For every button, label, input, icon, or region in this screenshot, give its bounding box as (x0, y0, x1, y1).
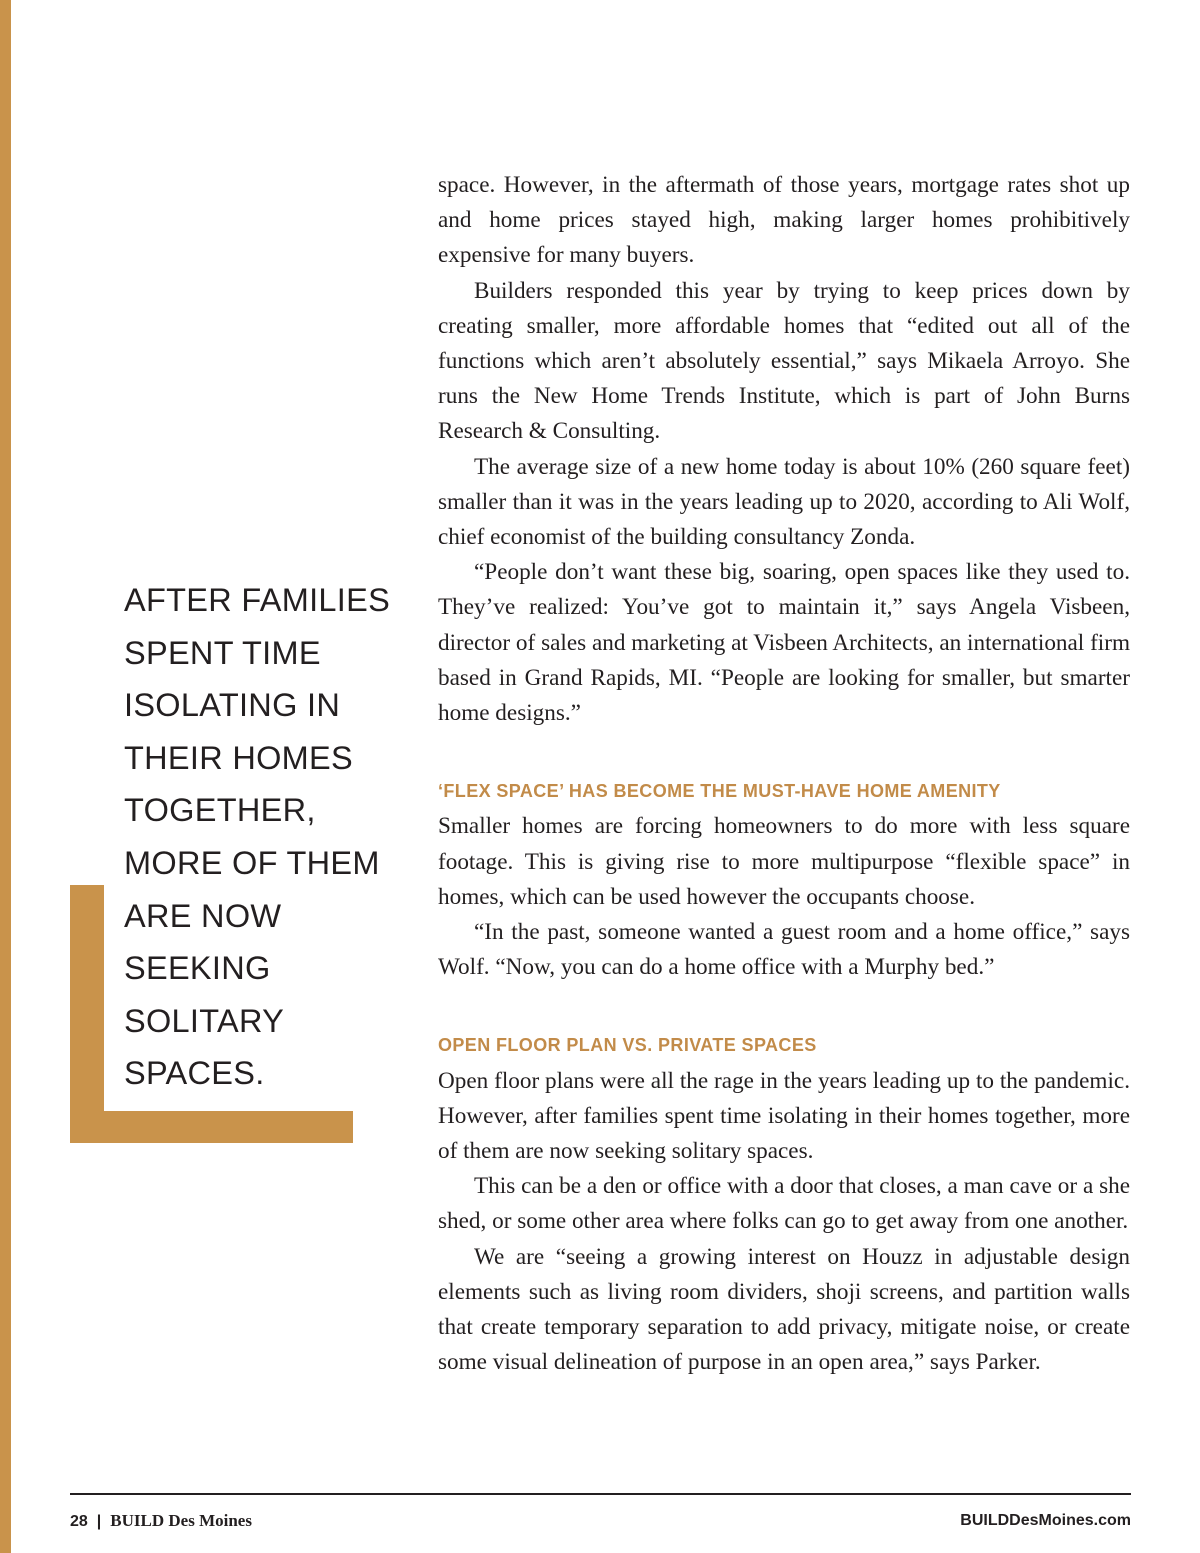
article-paragraph: The average size of a new home today is about 10% (260 square feet) smaller than it was in the years leading up to 2020, according to Ali Wolf, chief economist of the building consultancy Zonda. (438, 453, 1130, 551)
page-number: 28 (70, 1513, 88, 1530)
page-footer (70, 1509, 1131, 1533)
footer-rule (70, 1493, 1131, 1495)
article-body (438, 168, 1130, 1380)
pull-quote: AFTER FAMILIES SPENT TIME ISOLATING IN THEIR HOMES TOGETHER, MORE OF THEM ARE NOW SEEKING SOLITARY SPACES. (124, 582, 391, 1092)
article-paragraph: Smaller homes are forcing homeowners to do more with less square footage. This is giving rise to more multipurpose “flexible space” in homes, which can be used however the occupants choose. (438, 813, 1130, 910)
website-url: BUILDDesMoines.com (960, 1512, 1131, 1529)
article-paragraph: We are “seeing a growing interest on Houzz in adjustable design elements such as living room dividers, shoji screens, and partition walls that create temporary separation to add privacy, mitigate noise, or create some visual delineation of purpose in an open area,” says Parker. (438, 1243, 1130, 1376)
section-heading-flex-space: ‘FLEX SPACE’ HAS BECOME THE MUST-HAVE HOME AMENITY (438, 781, 1001, 802)
article-paragraph: “In the past, someone wanted a guest room and a home office,” says Wolf. “Now, you can do a home office with a Murphy bed.” (438, 919, 1130, 981)
publication-name: BUILD Des Moines (110, 1511, 252, 1530)
footer-separator: | (96, 1513, 102, 1530)
left-accent-bar (0, 0, 11, 1553)
article-paragraph: This can be a den or office with a door that closes, a man cave or a she shed, or some other area where folks can go to get away from one another. (438, 1173, 1130, 1235)
pullquote-bracket-vertical (70, 885, 104, 1143)
article-paragraph: Builders responded this year by trying to keep prices down by creating smaller, more affordable homes that “edited out all of the functions which aren’t absolutely essential,” says Mikaela Arroyo. She runs the New Home Trends Institute, which is part of John Burns Research & Consulting. (438, 277, 1130, 445)
article-paragraph: “People don’t want these big, soaring, open spaces like they used to. They’ve realized: You’ve got to maintain it,” says Angela Visbeen, director of sales and marketing at Visbeen Architects, an international firm based in Grand Rapids, MI. “People are looking for smaller, but smarter home designs.” (438, 559, 1130, 727)
article-paragraph: space. However, in the aftermath of those years, mortgage rates shot up and home prices stayed high, making larger homes prohibitively expensive for many buyers. (438, 172, 1130, 269)
section-heading-open-floor-plan: OPEN FLOOR PLAN VS. PRIVATE SPACES (438, 1035, 817, 1056)
article-paragraph: Open floor plans were all the rage in the years leading up to the pandemic. However, after families spent time isolating in their homes together, more of them are now seeking solitary spaces. (438, 1067, 1130, 1165)
pullquote-bracket-horizontal (70, 1111, 353, 1143)
